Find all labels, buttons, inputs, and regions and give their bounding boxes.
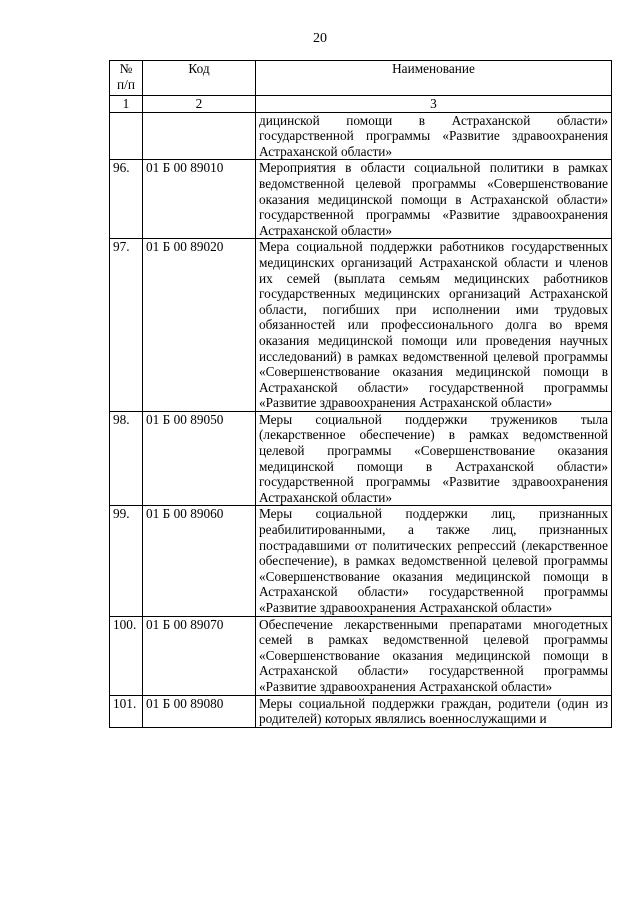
row-code: 01 Б 00 89020 [143, 239, 256, 412]
table-row [110, 112, 612, 160]
column-number: 3 [256, 96, 612, 113]
table-header-row [110, 61, 612, 96]
row-code: 01 Б 00 89060 [143, 506, 256, 616]
header-num: № п/п [110, 61, 143, 96]
row-code: 01 Б 00 89010 [143, 160, 256, 239]
table-row [110, 506, 612, 616]
row-name: Мера социальной поддержки работников государственных медицинских организаций Астраханской области и членов их семей (выплата семьям медицинских работников государственных медицинских организаций Астраханской области, погибших при исполнении ими трудовых обязанностей или профессионального долга во время оказания медицинской помощи или проведения научных исследований) в рамках ведомственной целевой программы «Совершенствование оказания медицинской помощи в Астраханской области» государственной программы «Развитие здравоохранения Астраханской области» [256, 239, 612, 412]
row-name: Мероприятия в области социальной политики в рамках ведомственной целевой программы «Совершенствование оказания медицинской помощи в Астраханской области» государственной программы «Развитие здравоохранения Астраханской области» [256, 160, 612, 239]
row-number: 98. [110, 411, 143, 506]
budget-code-table [109, 60, 612, 728]
header-name: Наименование [256, 61, 612, 96]
row-number: 101. [110, 695, 143, 727]
row-number: 97. [110, 239, 143, 412]
row-number: 100. [110, 616, 143, 695]
column-number-row [110, 96, 612, 113]
row-code: 01 Б 00 89050 [143, 411, 256, 506]
row-number: 96. [110, 160, 143, 239]
row-name: Меры социальной поддержки тружеников тыла (лекарственное обеспечение) в рамках ведомственной целевой программы «Совершенствование оказания медицинской помощи в Астраханской области» государственной программы «Развитие здравоохранения Астраханской области» [256, 411, 612, 506]
table-row [110, 411, 612, 506]
row-name: дицинской помощи в Астраханской области» государственной программы «Развитие здравоохранения Астраханской области» [256, 112, 612, 160]
row-name: Меры социальной поддержки граждан, родители (один из родителей) которых являлись военнослужащими и [256, 695, 612, 727]
column-number: 2 [143, 96, 256, 113]
column-number: 1 [110, 96, 143, 113]
row-name: Обеспечение лекарственными препаратами многодетных семей в рамках ведомственной целевой программы «Совершенствование оказания медицинской помощи в Астраханской области» государственной программы «Развитие здравоохранения Астраханской области» [256, 616, 612, 695]
row-code: 01 Б 00 89070 [143, 616, 256, 695]
table-row [110, 695, 612, 727]
page-number: 20 [313, 31, 327, 46]
table-row [110, 239, 612, 412]
row-code: 01 Б 00 89080 [143, 695, 256, 727]
table-row [110, 160, 612, 239]
row-number [110, 112, 143, 160]
row-code [143, 112, 256, 160]
table-row [110, 616, 612, 695]
row-name: Меры социальной поддержки лиц, признанных реабилитированными, а также лиц, признанных пострадавшими от политических репрессий (лекарственное обеспечение), в рамках ведомственной целевой программы «Совершенствование оказания медицинской помощи в Астраханской области» государственной программы «Развитие здравоохранения Астраханской области» [256, 506, 612, 616]
row-number: 99. [110, 506, 143, 616]
header-code: Код [143, 61, 256, 96]
